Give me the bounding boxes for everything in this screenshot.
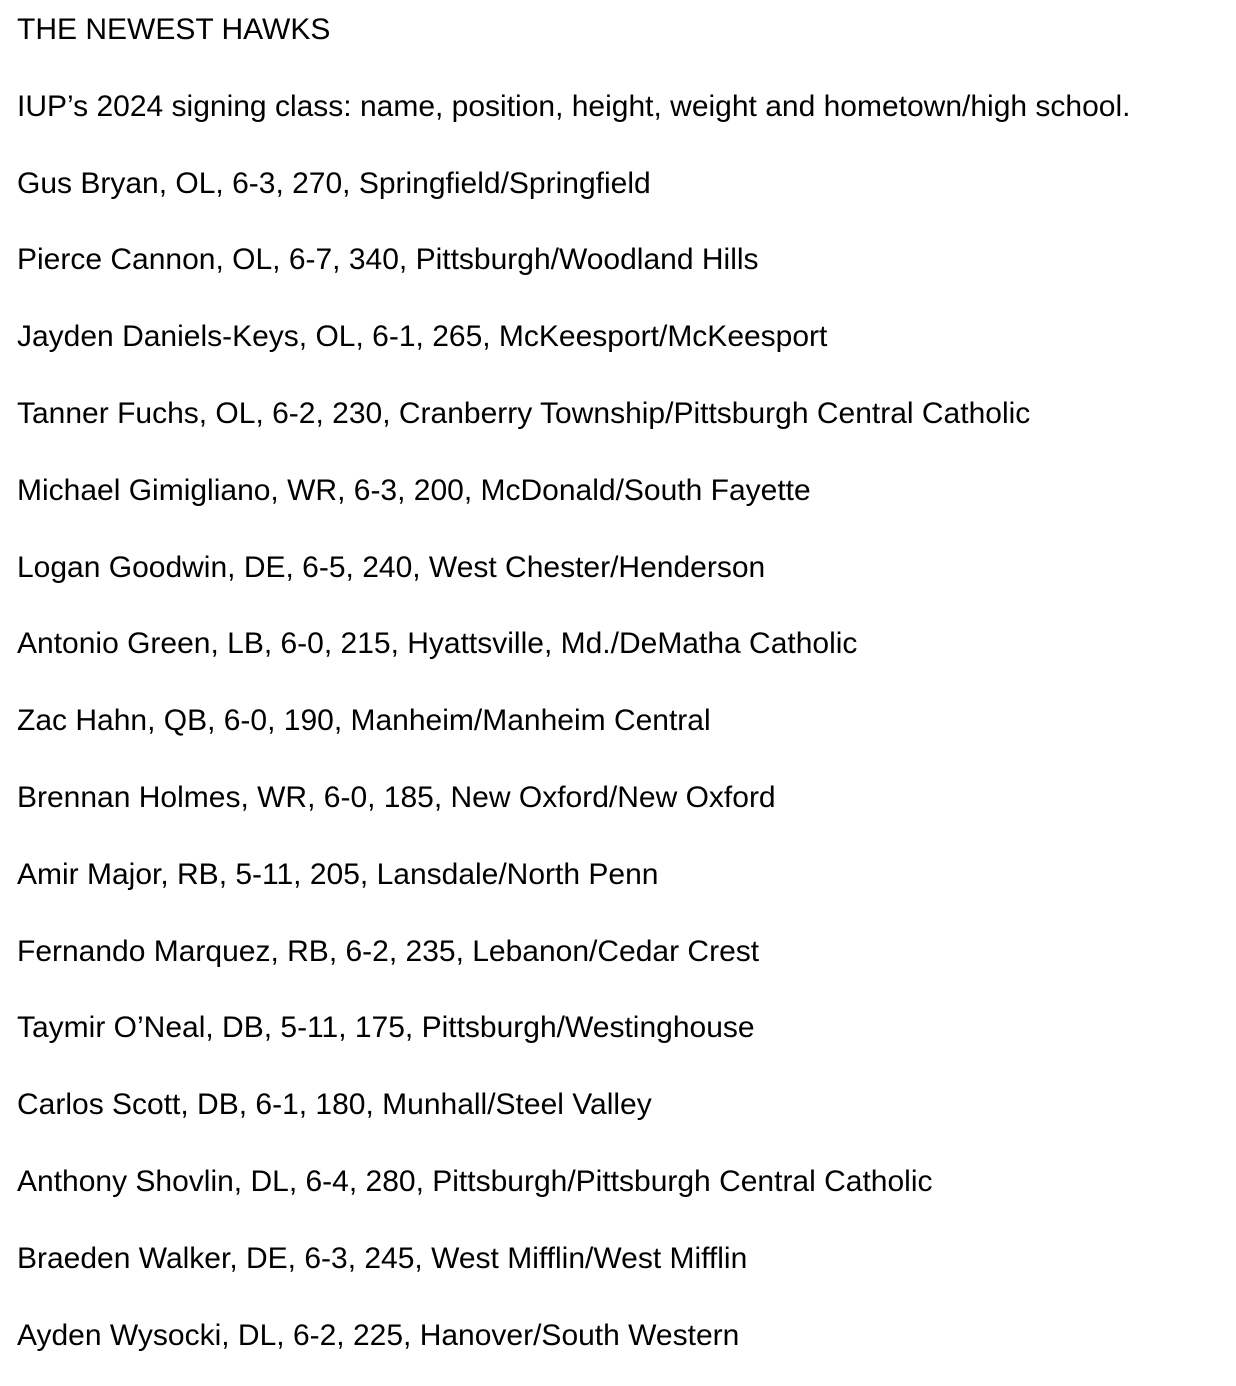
player-entry: Michael Gimigliano, WR, 6-3, 200, McDonald/South Fayette [17,473,811,507]
player-entry: Gus Bryan, OL, 6-3, 270, Springfield/Springfield [17,166,651,200]
player-entry: Jayden Daniels-Keys, OL, 6-1, 265, McKeesport/McKeesport [17,320,828,354]
player-entry: Braeden Walker, DE, 6-3, 245, West Mifflin/West Mifflin [17,1241,748,1275]
player-entry: Pierce Cannon, OL, 6-7, 340, Pittsburgh/Woodland Hills [17,243,759,277]
document-title: THE NEWEST HAWKS [17,13,331,46]
player-entry: Tanner Fuchs, OL, 6-2, 230, Cranberry Township/Pittsburgh Central Catholic [17,396,1031,430]
player-entry: Carlos Scott, DB, 6-1, 180, Munhall/Steel Valley [17,1088,652,1122]
player-entry: Zac Hahn, QB, 6-0, 190, Manheim/Manheim Central [17,704,711,738]
player-entry: Logan Goodwin, DE, 6-5, 240, West Chester/Henderson [17,550,766,584]
player-list [17,166,1227,1354]
player-entry: Anthony Shovlin, DL, 6-4, 280, Pittsburgh/Pittsburgh Central Catholic [17,1164,933,1198]
player-entry: Taymir O’Neal, DB, 5-11, 175, Pittsburgh/Westinghouse [17,1011,755,1045]
document [17,0,1227,1354]
player-entry: Antonio Green, LB, 6-0, 215, Hyattsville, Md./DeMatha Catholic [17,627,858,661]
player-entry: Brennan Holmes, WR, 6-0, 185, New Oxford/New Oxford [17,780,776,814]
player-entry: Amir Major, RB, 5-11, 205, Lansdale/North Penn [17,857,659,891]
player-entry: Ayden Wysocki, DL, 6-2, 225, Hanover/South Western [17,1318,740,1352]
player-entry: Fernando Marquez, RB, 6-2, 235, Lebanon/Cedar Crest [17,934,760,968]
document-intro: IUP’s 2024 signing class: name, position, height, weight and hometown/high school. [17,89,1131,123]
